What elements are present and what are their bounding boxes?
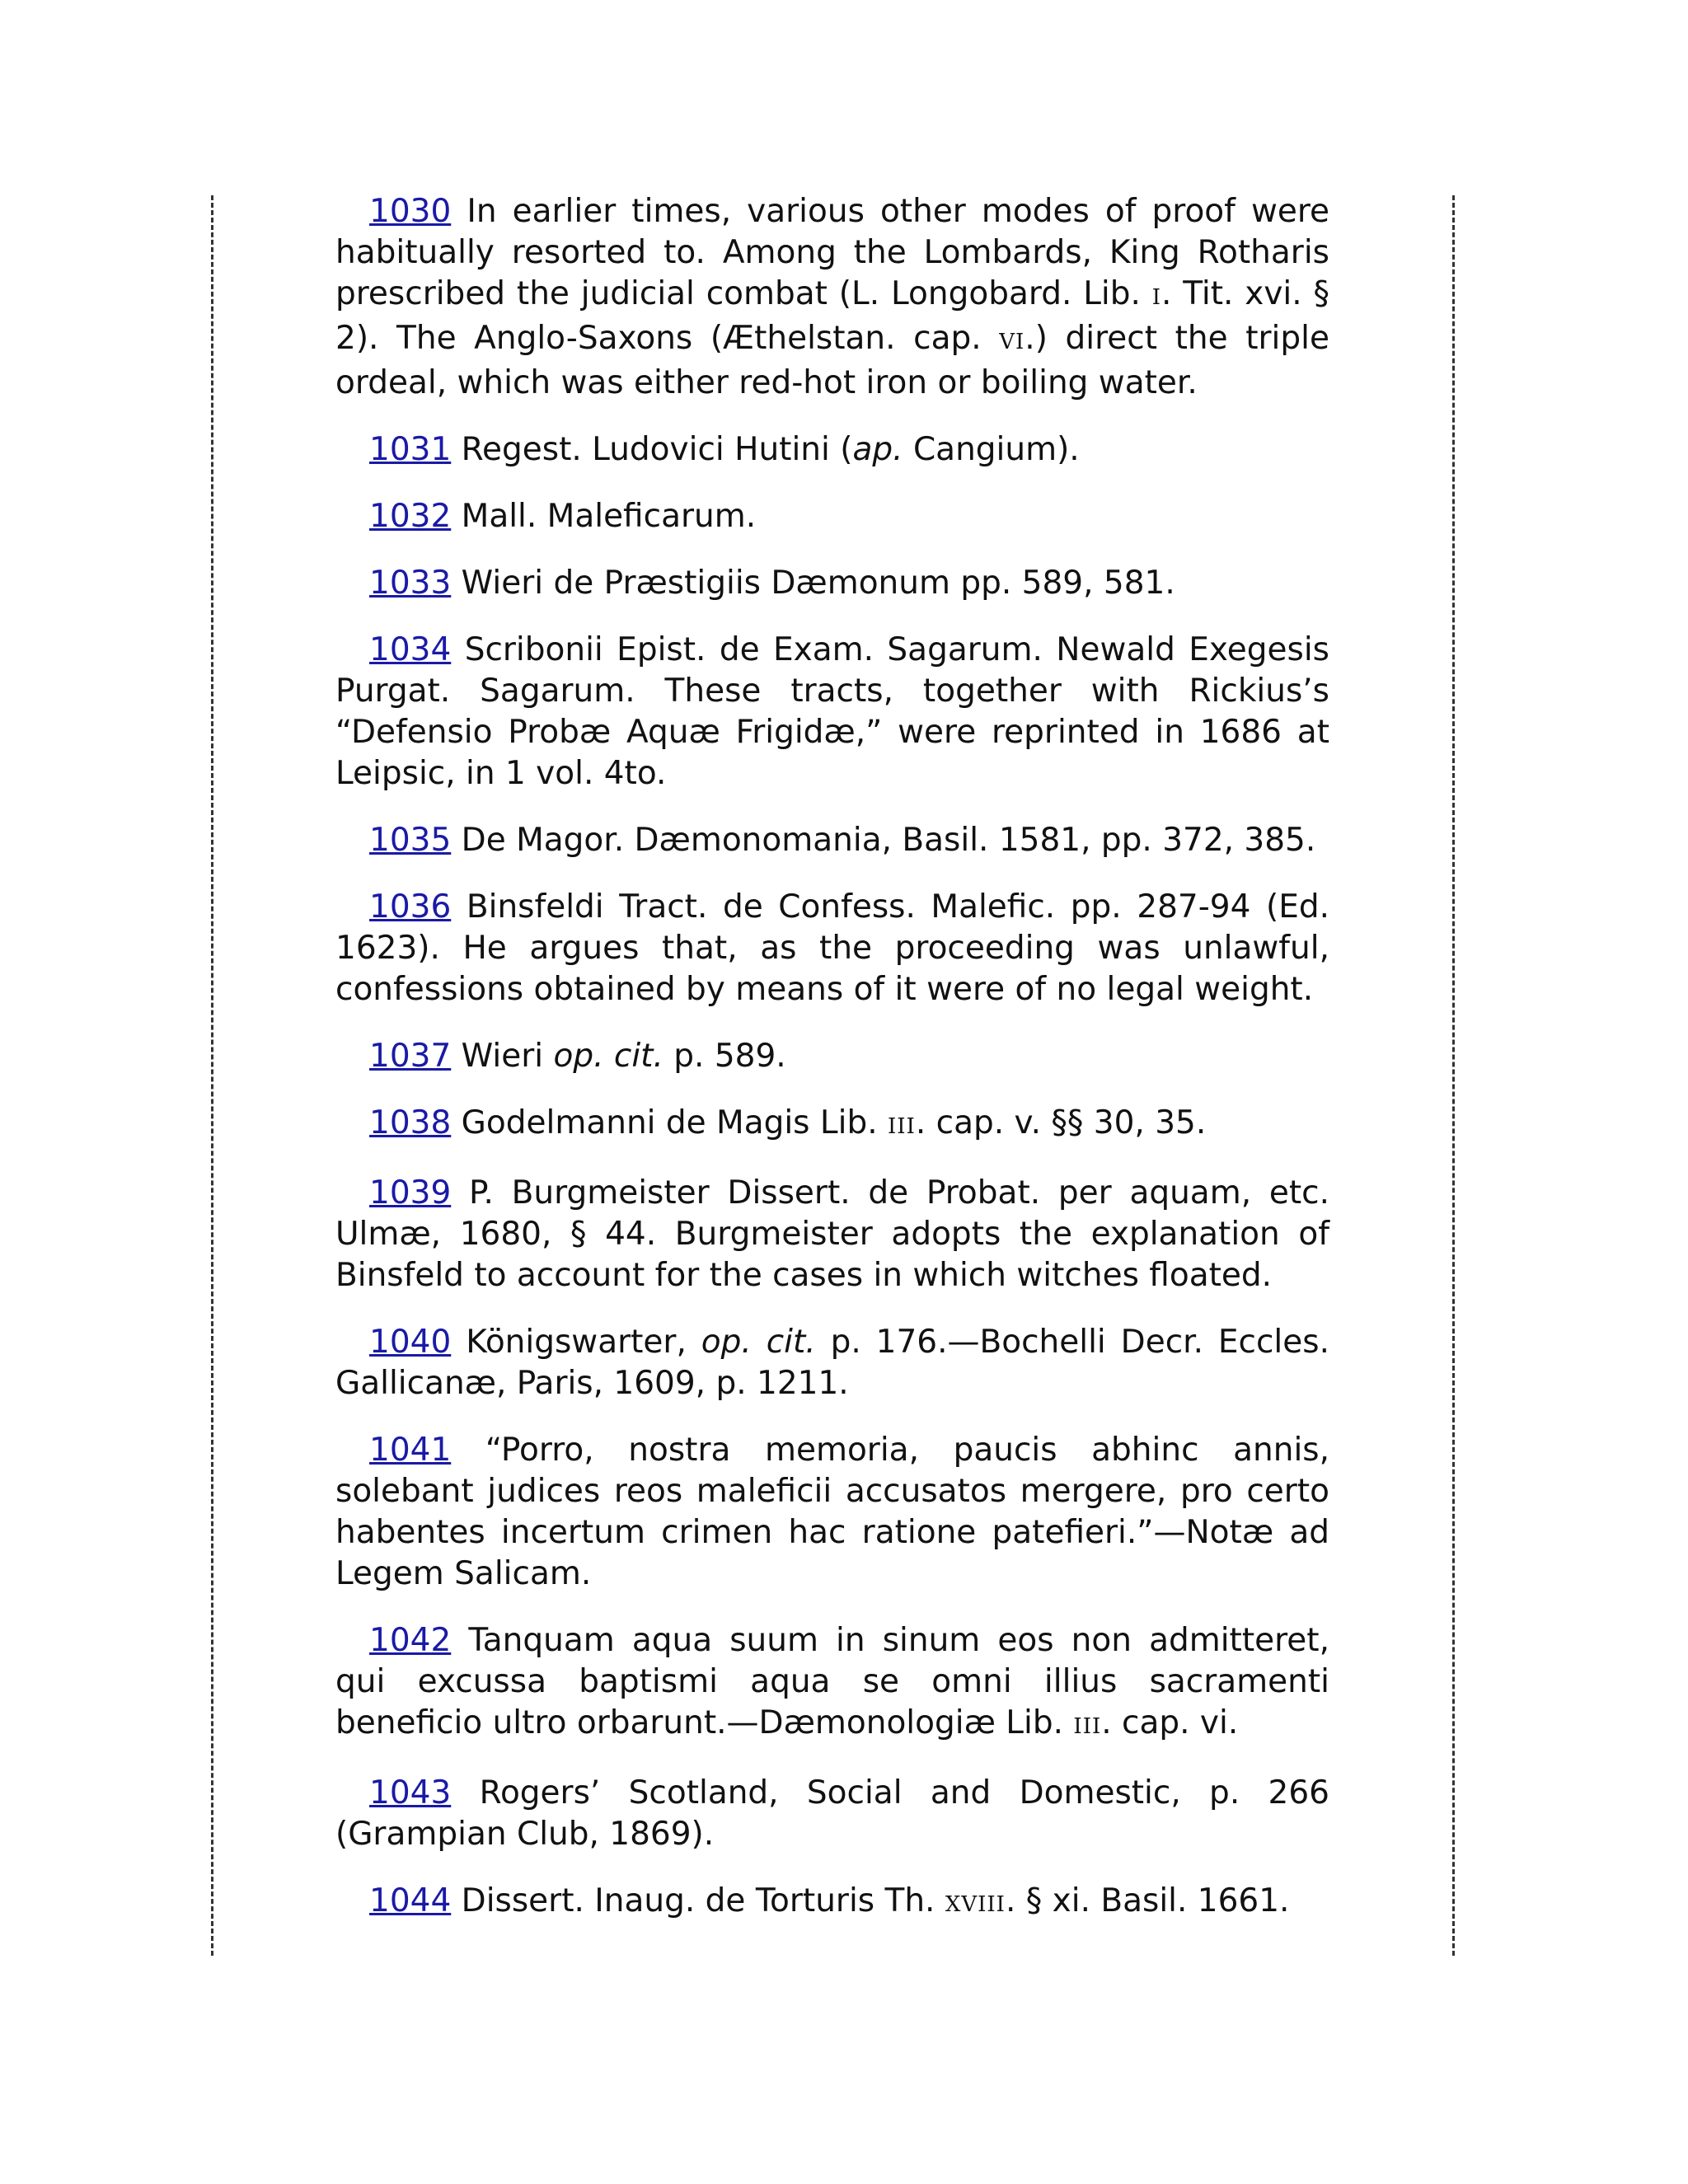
right-page-border [1452,195,1455,1956]
footnote-text: Tanquam aqua suum in sinum eos non admitteret, qui excussa baptismi aqua se omni illius sacramenti beneficio ultro orbarunt.—Dæmonologiæ Lib. [335,1622,1329,1741]
footnote-text: “Porro, nostra memoria, paucis abhinc annis, solebant judices reos maleficii accusatos mergere, pro certo habentes incertum crimen hac ratione patefieri.”—Notæ ad Legem Salicam. [335,1432,1329,1592]
footnote-1039 [335,1173,1329,1296]
italic-text: op. cit. [553,1038,663,1075]
footnote-link-1030[interactable]: 1030 [369,193,452,230]
footnote-text: . cap. vi. [1101,1704,1239,1741]
footnote-1038 [335,1103,1329,1147]
footnote-text: .) direct the triple ordeal, which was either red-hot iron or boiling water. [335,320,1329,401]
footnote-link-1043[interactable]: 1043 [369,1774,452,1811]
roman-numeral: VI [999,330,1025,354]
footnote-text: De Magor. Dæmonomania, Basil. 1581, pp. 372, 385. [461,822,1316,859]
footnotes-section [335,191,1329,1951]
footnote-text: Godelmanni de Magis Lib. [461,1104,878,1141]
left-page-border [211,195,213,1956]
footnote-link-1044[interactable]: 1044 [369,1882,452,1919]
footnote-link-1041[interactable]: 1041 [369,1432,452,1469]
roman-numeral: III [1073,1714,1102,1739]
footnote-text: P. Burgmeister Dissert. de Probat. per aquam, etc. Ulmæ, 1680, § 44. Burgmeister adopts the explanation of Binsfeld to account for the cases in which witches floated. [335,1174,1329,1294]
footnote-link-1037[interactable]: 1037 [369,1038,452,1075]
footnote-link-1042[interactable]: 1042 [369,1622,452,1659]
footnote-text: In earlier times, various other modes of proof were habitually resorted to. Among the Lombards, King Rotharis prescribed the judicial combat (L. Longobard. Lib. [335,193,1330,312]
footnote-1030 [335,191,1329,404]
footnote-text: Wieri [461,1038,544,1075]
footnote-text: . § xi. Basil. 1661. [1005,1882,1290,1919]
footnote-1044 [335,1881,1329,1925]
footnote-link-1039[interactable]: 1039 [369,1174,452,1212]
footnote-text: p. 176.—Bochelli Decr. Eccles. Gallicanæ, Paris, 1609, p. 1211. [335,1324,1329,1402]
footnote-1033 [335,563,1329,604]
footnote-1040 [335,1322,1329,1404]
footnote-link-1035[interactable]: 1035 [369,822,452,859]
footnote-link-1038[interactable]: 1038 [369,1104,452,1141]
footnote-text: Binsfeldi Tract. de Confess. Malefic. pp. 287-94 (Ed. 1623). He argues that, as the proceeding was unlawful, confessions obtained by means of it were of no legal weight. [335,888,1329,1008]
footnote-link-1034[interactable]: 1034 [369,631,452,668]
footnote-text: Mall. Maleficarum. [461,498,757,535]
footnote-1031 [335,429,1329,471]
footnote-link-1033[interactable]: 1033 [369,565,452,602]
footnote-link-1031[interactable]: 1031 [369,431,452,468]
footnote-text: Regest. Ludovici Hutini ( [461,431,853,468]
italic-text: op. cit. [701,1324,816,1361]
footnote-1034 [335,630,1329,794]
footnote-text: Königswarter, [466,1324,687,1361]
footnote-text: . cap. v. §§ 30, 35. [915,1104,1207,1141]
footnote-link-1036[interactable]: 1036 [369,888,452,926]
roman-numeral: I [1151,285,1162,310]
footnote-text: Wieri de Præstigiis Dæmonum pp. 589, 581. [461,565,1175,602]
footnote-link-1032[interactable]: 1032 [369,498,452,535]
footnote-text: . Tit. xvi. § 2). The Anglo-Saxons (Æthelstan. cap. [335,275,1329,357]
footnote-text: Dissert. Inaug. de Torturis Th. [461,1882,935,1919]
footnote-1036 [335,887,1329,1010]
footnote-1037 [335,1036,1329,1077]
footnote-1035 [335,820,1329,861]
footnote-1043 [335,1773,1329,1855]
footnote-text: p. 589. [673,1038,786,1075]
footnote-text: Cangium). [903,431,1080,468]
roman-numeral: XVIII [945,1892,1006,1917]
footnote-text: Scribonii Epist. de Exam. Sagarum. Newald Exegesis Purgat. Sagarum. These tracts, together with Rickius’s “Defensio Probæ Aquæ Frigidæ,” were reprinted in 1686 at Leipsic, in 1 vol. 4to. [335,631,1329,792]
italic-text: ap. [852,431,903,468]
footnote-text: Rogers’ Scotland, Social and Domestic, p. 266 (Grampian Club, 1869). [335,1774,1329,1853]
footnote-link-1040[interactable]: 1040 [369,1324,452,1361]
roman-numeral: III [888,1114,916,1139]
footnote-1032 [335,496,1329,537]
footnote-1041 [335,1430,1329,1595]
footnote-1042 [335,1620,1329,1747]
